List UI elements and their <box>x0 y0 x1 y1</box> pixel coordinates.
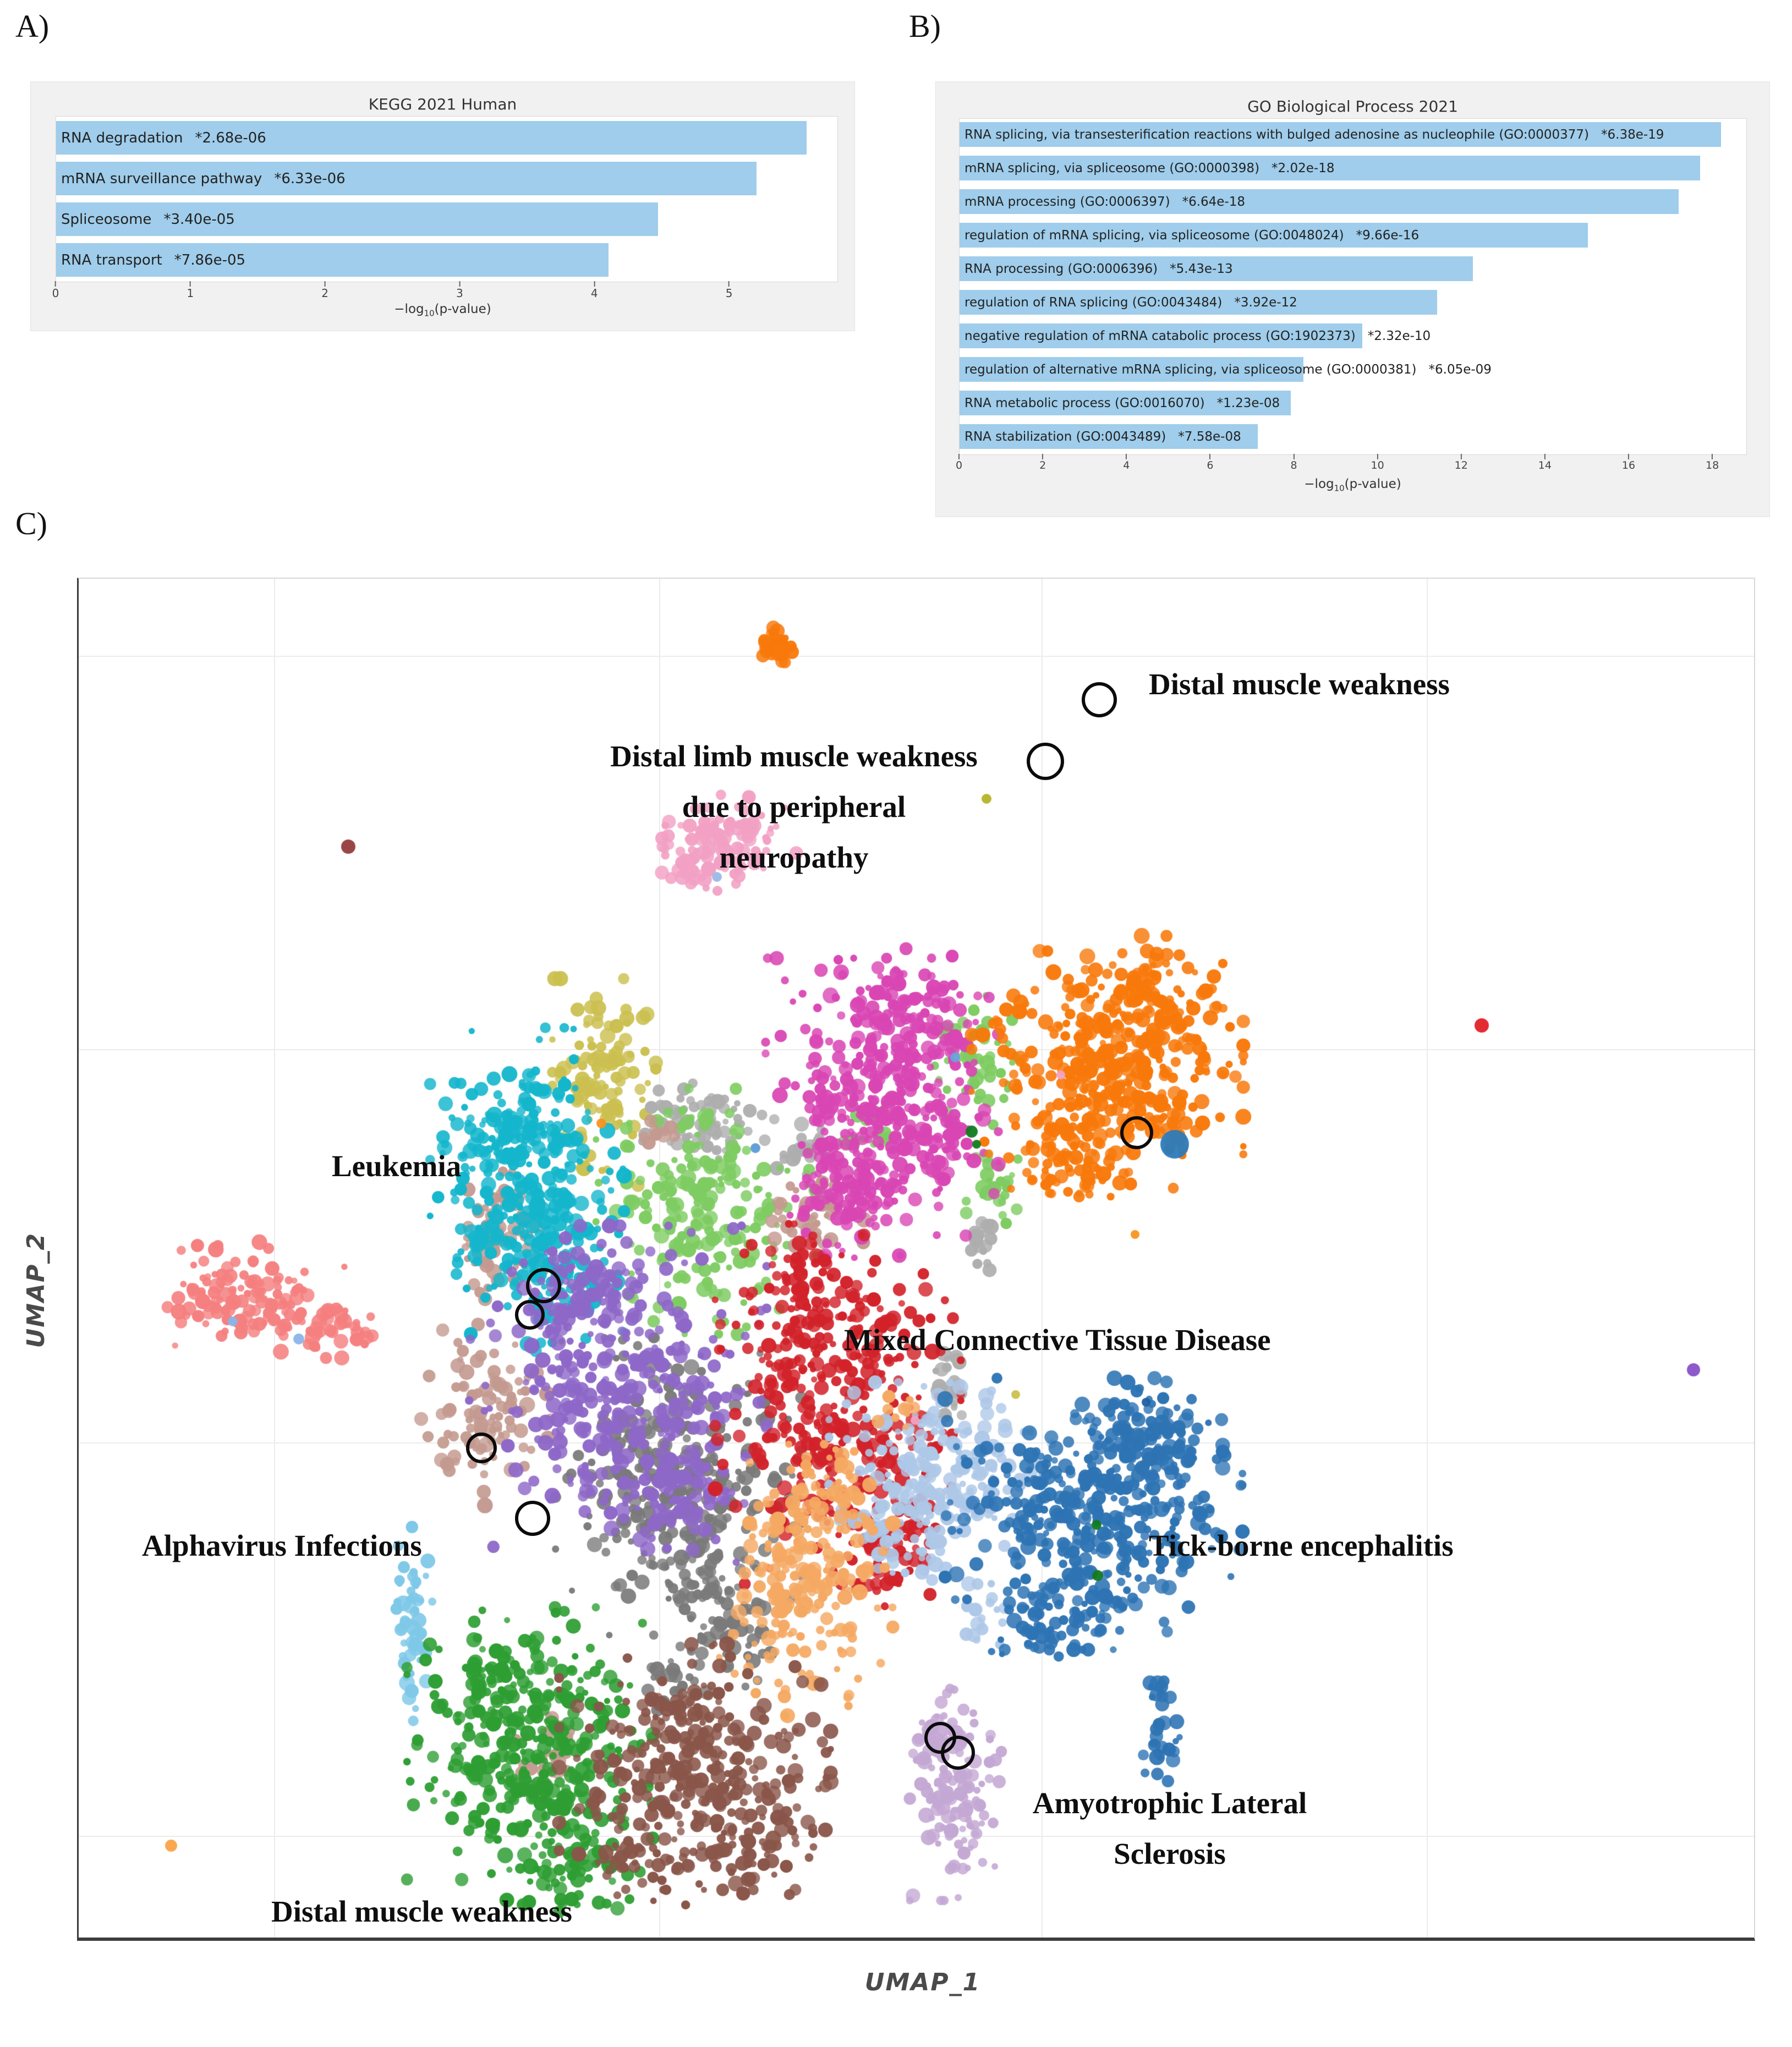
tick-label: 5 <box>725 287 733 300</box>
bar-label <box>964 161 1334 175</box>
bar-category: mRNA processing (GO:0006397) <box>964 194 1170 209</box>
x-tick <box>1455 454 1468 471</box>
tick-label: 8 <box>1290 459 1297 471</box>
panel-letter-c: C) <box>15 506 47 541</box>
panel-letter-a: A) <box>15 8 50 44</box>
kegg-xlabel-sub: 10 <box>424 308 435 319</box>
bar-row <box>960 189 1746 214</box>
annotation-line: neuropathy <box>719 841 869 874</box>
tick-mark <box>459 281 460 287</box>
cluster-highlight-ring <box>1027 743 1064 780</box>
x-tick <box>1039 454 1046 471</box>
x-tick <box>1622 454 1635 471</box>
annotation-line: Distal limb muscle weakness <box>610 739 978 773</box>
tick-mark <box>958 454 960 459</box>
kegg-axes-area <box>56 116 838 282</box>
tick-label: 2 <box>321 287 329 300</box>
x-tick <box>1123 454 1130 471</box>
cluster-highlight-ring <box>515 1501 550 1536</box>
bar-pvalue: *7.86e-05 <box>174 251 246 268</box>
bar-row <box>56 243 837 277</box>
bar-category: mRNA surveillance pathway <box>61 170 262 187</box>
x-tick <box>456 281 463 300</box>
bar-label <box>964 430 1241 444</box>
bar-label <box>964 295 1297 310</box>
kegg-xlabel-post: (p-value) <box>434 302 491 316</box>
bar-row <box>56 202 837 236</box>
tick-mark <box>1126 454 1127 459</box>
tick-mark <box>190 281 191 287</box>
x-tick <box>187 281 194 300</box>
tick-mark <box>1628 454 1629 459</box>
bar-category: Spliceosome <box>61 211 152 228</box>
tick-label: 16 <box>1621 459 1636 471</box>
annotation-line: Distal muscle weakness <box>1149 667 1450 701</box>
bar-label <box>964 195 1245 209</box>
tick-label: 12 <box>1454 459 1468 471</box>
go-bp-bars <box>960 119 1746 454</box>
label-distal-muscle-weakness-top <box>1149 659 1450 710</box>
bar-category: regulation of alternative mRNA splicing, via spliceosome (GO:0000381) <box>964 362 1417 377</box>
bar-pvalue: *6.38e-19 <box>1601 127 1664 142</box>
bar-pvalue: *1.23e-08 <box>1216 396 1280 410</box>
bar-pvalue: *3.40e-05 <box>163 211 235 228</box>
bar-category: regulation of RNA splicing (GO:0043484) <box>964 295 1223 310</box>
bar-label <box>964 396 1280 410</box>
bar-label <box>61 130 266 146</box>
go-bp-axes-area <box>959 118 1747 455</box>
bar-pvalue: *6.05e-09 <box>1428 362 1492 377</box>
kegg-xlabel-pre: −log <box>394 302 424 316</box>
bar-category: RNA degradation <box>61 129 183 146</box>
bar-label <box>964 329 1431 343</box>
tick-label: 0 <box>955 459 963 471</box>
bar-pvalue: *2.32e-10 <box>1367 328 1431 343</box>
annotation-line: Distal muscle weakness <box>271 1895 572 1928</box>
cluster-highlight-ring <box>466 1433 497 1463</box>
tick-mark <box>728 281 730 287</box>
x-tick <box>1538 454 1552 471</box>
annotation-line: Amyotrophic Lateral <box>1032 1786 1307 1820</box>
tick-label: 2 <box>1039 459 1046 471</box>
bar-category: RNA metabolic process (GO:0016070) <box>964 396 1205 410</box>
bar-pvalue: *7.58e-08 <box>1178 429 1241 444</box>
x-tick <box>591 281 598 300</box>
annotation-line: due to peripheral <box>682 790 906 824</box>
bar-row <box>960 424 1746 449</box>
bar-row <box>56 162 837 195</box>
tick-label: 6 <box>1207 459 1214 471</box>
tick-mark <box>594 281 595 287</box>
go-bp-bar-chart <box>935 81 1770 517</box>
go-bp-xlabel-sub: 10 <box>1334 483 1345 493</box>
annotation-line: Sclerosis <box>1114 1837 1226 1870</box>
bar-row <box>960 391 1746 415</box>
label-alphavirus-infections <box>142 1521 422 1571</box>
bar-category: RNA splicing, via transesterification reactions with bulged adenosine as nucleophile (GO:0000377) <box>964 127 1590 142</box>
go-bp-x-axis-label <box>936 477 1769 493</box>
x-tick <box>321 281 328 300</box>
bar-label <box>964 128 1664 142</box>
tick-mark <box>1461 454 1462 459</box>
umap-y-axis-label: UMAP_2 <box>22 1232 50 1348</box>
bar-pvalue: *6.33e-06 <box>274 170 346 187</box>
bar-pvalue: *2.68e-06 <box>195 129 266 146</box>
bar-row <box>960 323 1746 348</box>
x-tick <box>1207 454 1213 471</box>
bar-row <box>56 121 837 155</box>
cluster-highlight-ring <box>1082 682 1117 717</box>
annotation-line: Leukemia <box>332 1149 462 1183</box>
label-distal-muscle-weakness-bottom <box>271 1886 572 1937</box>
tick-label: 4 <box>590 287 598 300</box>
go-bp-xlabel-pre: −log <box>1304 477 1334 491</box>
bar-category: RNA processing (GO:0006396) <box>964 261 1158 276</box>
cluster-highlight-ring <box>515 1300 545 1330</box>
umap-plot-area <box>77 578 1755 1941</box>
go-bp-xlabel-post: (p-value) <box>1344 477 1401 491</box>
tick-mark <box>55 281 56 287</box>
x-tick <box>1371 454 1384 471</box>
tick-mark <box>325 281 326 287</box>
x-tick <box>1706 454 1719 471</box>
x-tick <box>1290 454 1297 471</box>
kegg-bars <box>56 117 837 282</box>
tick-mark <box>1712 454 1713 459</box>
tick-label: 14 <box>1538 459 1552 471</box>
bar-pvalue: *2.02e-18 <box>1272 161 1335 175</box>
tick-mark <box>1544 454 1546 459</box>
go-bp-chart-title: GO Biological Process 2021 <box>1247 97 1458 116</box>
label-leukemia <box>332 1141 461 1192</box>
bar-pvalue: *3.92e-12 <box>1234 295 1297 310</box>
label-mixed-connective-tissue-disease <box>844 1315 1271 1365</box>
bar-pvalue: *9.66e-16 <box>1356 228 1420 243</box>
bar-row <box>960 156 1746 180</box>
kegg-chart-title: KEGG 2021 Human <box>368 95 517 113</box>
x-tick <box>726 281 733 300</box>
label-amyotrophic-lateral-sclerosis <box>1033 1778 1307 1879</box>
tick-mark <box>1294 454 1295 459</box>
panel-letter-b: B) <box>909 8 941 44</box>
tick-label: 18 <box>1706 459 1719 471</box>
bar-row <box>960 223 1746 248</box>
bar-label <box>61 211 235 228</box>
bar-label <box>61 171 346 187</box>
cluster-highlight-ring <box>941 1736 975 1770</box>
label-tick-borne-encephalitis <box>1149 1521 1454 1571</box>
annotation-line: Mixed Connective Tissue Disease <box>844 1323 1271 1357</box>
bar-category: RNA transport <box>61 251 162 268</box>
annotation-line: Tick-borne encephalitis <box>1149 1529 1454 1562</box>
label-distal-limb-muscle-weakness <box>610 731 978 883</box>
bar-category: RNA stabilization (GO:0043489) <box>964 429 1166 444</box>
annotation-line: Alphavirus Infections <box>142 1529 422 1562</box>
bar-category: regulation of mRNA splicing, via spliceosome (GO:0048024) <box>964 228 1344 243</box>
kegg-x-axis-label <box>31 302 854 319</box>
tick-label: 0 <box>52 287 59 300</box>
tick-mark <box>1377 454 1378 459</box>
tick-mark <box>1042 454 1043 459</box>
x-tick <box>956 454 962 471</box>
bar-label <box>61 252 245 268</box>
bar-label <box>964 363 1492 377</box>
bar-pvalue: *6.64e-18 <box>1182 194 1245 209</box>
bar-pvalue: *5.43e-13 <box>1170 261 1233 276</box>
tick-label: 4 <box>1123 459 1130 471</box>
tick-mark <box>1209 454 1210 459</box>
x-tick <box>52 281 59 300</box>
tick-label: 1 <box>187 287 194 300</box>
bar-row <box>960 357 1746 382</box>
cluster-highlight-ring <box>526 1268 561 1303</box>
bar-row <box>960 122 1746 147</box>
kegg-bar-chart <box>30 81 855 331</box>
bar-row <box>960 290 1746 315</box>
tick-label: 10 <box>1371 459 1384 471</box>
bar-category: mRNA splicing, via spliceosome (GO:0000398) <box>964 161 1260 175</box>
cluster-highlight-ring <box>1120 1116 1153 1149</box>
umap-x-axis-label: UMAP_1 <box>864 1968 981 1996</box>
bar-row <box>960 256 1746 281</box>
tick-label: 3 <box>456 287 463 300</box>
bar-label <box>964 228 1419 243</box>
bar-label <box>964 262 1233 276</box>
bar-category: negative regulation of mRNA catabolic process (GO:1902373) <box>964 328 1356 343</box>
